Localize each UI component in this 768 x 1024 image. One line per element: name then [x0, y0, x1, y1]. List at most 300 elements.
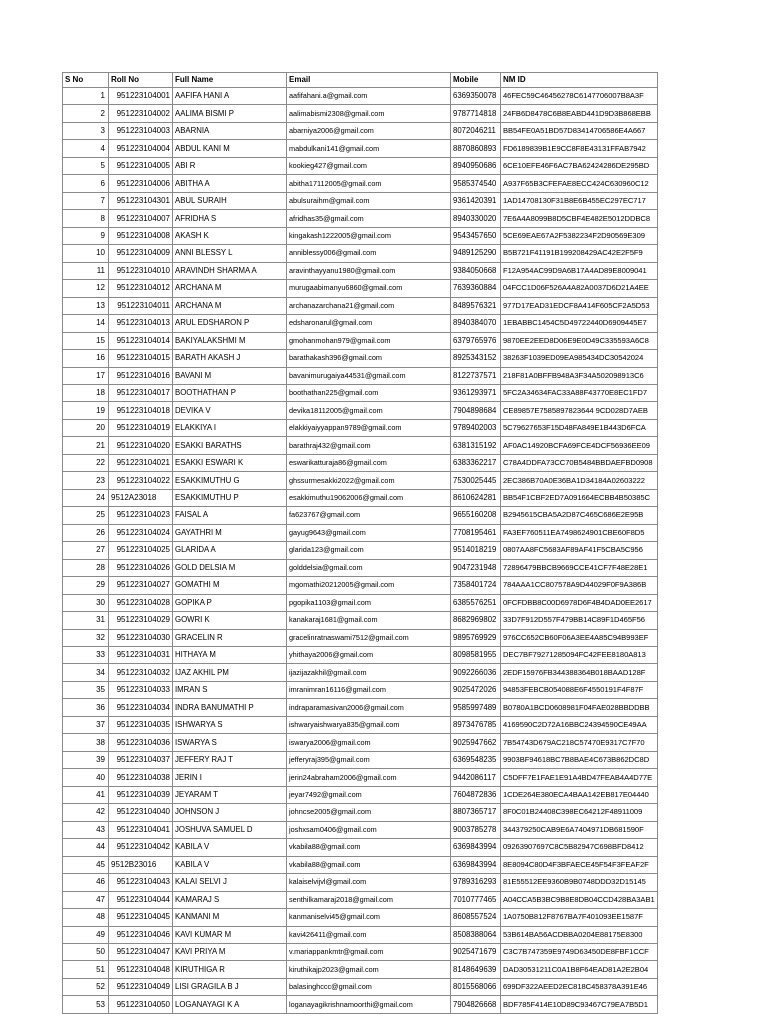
cell-mobile: 9047231948 — [451, 559, 501, 576]
cell-mobile: 7530025445 — [451, 472, 501, 489]
cell-mobile: 8925343152 — [451, 350, 501, 367]
cell-full-name: KABILA V — [173, 856, 287, 873]
cell-email: kanmaniselvi45@gmail.com — [287, 909, 451, 926]
table-row — [63, 472, 658, 489]
cell-sno: 39 — [63, 751, 109, 768]
cell-roll-no: 951223104047 — [109, 943, 173, 960]
cell-sno: 25 — [63, 507, 109, 524]
cell-nm-id: F12A954AC99D9A6B17A4AD89E8009041 — [501, 262, 658, 279]
cell-full-name: GAYATHRI M — [173, 524, 287, 541]
cell-roll-no: 951223104005 — [109, 157, 173, 174]
cell-nm-id: 33D7F912D557F479BB14C89F1D465F56 — [501, 612, 658, 629]
table-row — [63, 350, 658, 367]
table-row — [63, 943, 658, 960]
cell-nm-id: BDF785F414E10D89C93467C79EA7B5D1 — [501, 996, 658, 1013]
cell-mobile: 8870860893 — [451, 140, 501, 157]
cell-email: gracelinratnaswami7512@gmail.com — [287, 629, 451, 646]
cell-nm-id: 6CE10EFE46F6AC7BA62424286DE295BD — [501, 157, 658, 174]
table-row — [63, 419, 658, 436]
cell-full-name: ELAKKIYA I — [173, 419, 287, 436]
cell-roll-no: 951223104022 — [109, 472, 173, 489]
cell-email: gmohanmohan979@gmail.com — [287, 332, 451, 349]
table-row — [63, 332, 658, 349]
table-row — [63, 804, 658, 821]
cell-mobile: 9543457650 — [451, 227, 501, 244]
table-row — [63, 647, 658, 664]
cell-mobile: 9489125290 — [451, 245, 501, 262]
cell-nm-id: 218F81A0BFFB948A3F34A502098913C6 — [501, 367, 658, 384]
table-row — [63, 210, 658, 227]
cell-sno: 14 — [63, 315, 109, 332]
cell-roll-no: 951223104016 — [109, 367, 173, 384]
table-row — [63, 926, 658, 943]
cell-full-name: KAVI KUMAR M — [173, 926, 287, 943]
cell-full-name: ISWARYA S — [173, 734, 287, 751]
table-row — [63, 699, 658, 716]
header-roll: Roll No — [109, 73, 173, 88]
cell-sno: 17 — [63, 367, 109, 384]
cell-full-name: BOOTHATHAN P — [173, 384, 287, 401]
cell-sno: 20 — [63, 419, 109, 436]
cell-full-name: BARATH AKASH J — [173, 350, 287, 367]
cell-roll-no: 951223104039 — [109, 786, 173, 803]
cell-email: aravinthayyanu1980@gmail.com — [287, 262, 451, 279]
header-row — [63, 73, 658, 88]
cell-mobile: 9025472026 — [451, 681, 501, 698]
cell-mobile: 9585374540 — [451, 175, 501, 192]
cell-roll-no: 951223104008 — [109, 227, 173, 244]
cell-roll-no: 951223104033 — [109, 681, 173, 698]
cell-mobile: 9787714818 — [451, 105, 501, 122]
cell-full-name: ABDUL KANI M — [173, 140, 287, 157]
cell-mobile: 8122737571 — [451, 367, 501, 384]
cell-mobile: 9025947662 — [451, 734, 501, 751]
cell-roll-no: 951223104003 — [109, 122, 173, 139]
cell-nm-id: 699DF322AEED2EC818C458378A391E46 — [501, 978, 658, 995]
table-row — [63, 734, 658, 751]
cell-mobile: 8489576321 — [451, 297, 501, 314]
cell-nm-id: C3C7B747359E9749D63450DE8FBF1CCF — [501, 943, 658, 960]
cell-nm-id: 1EBABBC1454C5D49722440D6909445E7 — [501, 315, 658, 332]
cell-full-name: GOWRI K — [173, 612, 287, 629]
cell-mobile: 6369350078 — [451, 88, 501, 105]
cell-nm-id: C5DFF7E1FAE1E91A4BD47FEAB4A4D77E — [501, 769, 658, 786]
table-row — [63, 140, 658, 157]
cell-sno: 23 — [63, 472, 109, 489]
table-row — [63, 367, 658, 384]
header-sno: S No — [63, 73, 109, 88]
cell-full-name: GLARIDA A — [173, 542, 287, 559]
cell-roll-no: 951223104049 — [109, 978, 173, 995]
cell-full-name: ARAVINDH SHARMA A — [173, 262, 287, 279]
cell-mobile: 7010777465 — [451, 891, 501, 908]
table-row — [63, 437, 658, 454]
cell-roll-no: 951223104038 — [109, 769, 173, 786]
cell-nm-id: FA3EF760511EA7498624901CBE60F8D5 — [501, 524, 658, 541]
cell-sno: 52 — [63, 978, 109, 995]
cell-roll-no: 951223104031 — [109, 647, 173, 664]
cell-email: vkabila88@gmail.com — [287, 856, 451, 873]
cell-email: aafifahani.a@gmail.com — [287, 88, 451, 105]
cell-mobile: 6381315192 — [451, 437, 501, 454]
table-row — [63, 594, 658, 611]
cell-full-name: GOPIKA P — [173, 594, 287, 611]
cell-full-name: ESAKKI BARATHS — [173, 437, 287, 454]
cell-mobile: 9025471679 — [451, 943, 501, 960]
cell-full-name: LISI GRAGILA B J — [173, 978, 287, 995]
cell-full-name: ESAKKIMUTHU G — [173, 472, 287, 489]
cell-sno: 24 — [63, 489, 109, 506]
cell-mobile: 8508388064 — [451, 926, 501, 943]
cell-nm-id: 81E55512EE9360B9B0748DDD32D15145 — [501, 874, 658, 891]
cell-sno: 8 — [63, 210, 109, 227]
cell-full-name: KALAI SELVI J — [173, 874, 287, 891]
cell-nm-id: 784AAA1CC807578A9D44029F0F9A386B — [501, 577, 658, 594]
table-row — [63, 122, 658, 139]
cell-mobile: 6369843994 — [451, 839, 501, 856]
table-row — [63, 751, 658, 768]
cell-email: jefferyraj395@gmail.com — [287, 751, 451, 768]
cell-email: murugaabimanyu6860@gmail.com — [287, 280, 451, 297]
cell-email: barathraj432@gmail.com — [287, 437, 451, 454]
table-row — [63, 454, 658, 471]
cell-full-name: ARCHANA M — [173, 280, 287, 297]
cell-nm-id: A04CCA5B3BC9B8E8DB04CCD428BA3AB1 — [501, 891, 658, 908]
cell-roll-no: 951223104018 — [109, 402, 173, 419]
cell-nm-id: C78A4DDFA73CC70B5484BBDAEFBD0908 — [501, 454, 658, 471]
cell-full-name: ARCHANA M — [173, 297, 287, 314]
cell-email: devika18112005@gmail.com — [287, 402, 451, 419]
cell-mobile: 6369843994 — [451, 856, 501, 873]
cell-mobile: 7639360884 — [451, 280, 501, 297]
cell-sno: 26 — [63, 524, 109, 541]
cell-nm-id: 24FB6D8478C6B8EABD441D9D3B868EBB — [501, 105, 658, 122]
cell-full-name: AFRIDHA S — [173, 210, 287, 227]
cell-email: kanakaraj1681@gmail.com — [287, 612, 451, 629]
cell-mobile: 9442086117 — [451, 769, 501, 786]
cell-email: ghssurmesakki2022@gmail.com — [287, 472, 451, 489]
table-row — [63, 192, 658, 209]
cell-sno: 19 — [63, 402, 109, 419]
cell-mobile: 8148649639 — [451, 961, 501, 978]
cell-sno: 43 — [63, 821, 109, 838]
cell-email: imranimran16116@gmail.com — [287, 681, 451, 698]
cell-nm-id: 5FC2A34634FAC33A88F43770E8EC1FD7 — [501, 384, 658, 401]
cell-mobile: 7904898684 — [451, 402, 501, 419]
cell-sno: 21 — [63, 437, 109, 454]
cell-sno: 31 — [63, 612, 109, 629]
table-row — [63, 559, 658, 576]
cell-email: abulsuraihm@gmail.com — [287, 192, 451, 209]
cell-nm-id: 977D17EAD31EDCF8A414F605CF2A5D53 — [501, 297, 658, 314]
cell-roll-no: 9512A23018 — [109, 489, 173, 506]
cell-nm-id: B2945615CBA5A2D87C465C686E2E95B — [501, 507, 658, 524]
table-row — [63, 157, 658, 174]
table-row — [63, 909, 658, 926]
cell-roll-no: 951223104014 — [109, 332, 173, 349]
cell-full-name: GOMATHI M — [173, 577, 287, 594]
cell-roll-no: 951223104044 — [109, 891, 173, 908]
cell-email: senthilkamaraj2018@gmail.com — [287, 891, 451, 908]
cell-full-name: ISHWARYA S — [173, 716, 287, 733]
cell-sno: 18 — [63, 384, 109, 401]
cell-email: indraparamasivan2006@gmail.com — [287, 699, 451, 716]
cell-mobile: 6385576251 — [451, 594, 501, 611]
cell-mobile: 8973476785 — [451, 716, 501, 733]
cell-nm-id: 8E8094C80D4F3BFAECE45F54F3FEAF2F — [501, 856, 658, 873]
cell-email: fa623767@gmail.com — [287, 507, 451, 524]
cell-sno: 35 — [63, 681, 109, 698]
table-row — [63, 227, 658, 244]
cell-email: golddelsia@gmail.com — [287, 559, 451, 576]
cell-mobile: 9384050668 — [451, 262, 501, 279]
cell-email: edsharonarul@gmail.com — [287, 315, 451, 332]
table-row — [63, 839, 658, 856]
cell-roll-no: 951223104020 — [109, 437, 173, 454]
cell-mobile: 6379765976 — [451, 332, 501, 349]
cell-sno: 36 — [63, 699, 109, 716]
cell-mobile: 9895769929 — [451, 629, 501, 646]
cell-full-name: JOSHUVA SAMUEL D — [173, 821, 287, 838]
cell-nm-id: 7B54743D679AC218C57470E9317C7F70 — [501, 734, 658, 751]
cell-sno: 6 — [63, 175, 109, 192]
cell-sno: 7 — [63, 192, 109, 209]
cell-roll-no: 951223104035 — [109, 716, 173, 733]
cell-nm-id: DEC7BF79271285094FC42FEE8180A813 — [501, 647, 658, 664]
cell-nm-id: B0780A1BCD0608981F04FAE028BBDDBB — [501, 699, 658, 716]
table-row — [63, 961, 658, 978]
cell-mobile: 8940950686 — [451, 157, 501, 174]
cell-nm-id: A937F65B3CFEFAE8ECC424C630960C12 — [501, 175, 658, 192]
cell-roll-no: 951223104036 — [109, 734, 173, 751]
cell-nm-id: 2EC386B70A0E36BA1D34184A02603222 — [501, 472, 658, 489]
cell-sno: 37 — [63, 716, 109, 733]
table-row — [63, 262, 658, 279]
cell-roll-no: 951223104006 — [109, 175, 173, 192]
cell-full-name: HITHAYA M — [173, 647, 287, 664]
cell-sno: 5 — [63, 157, 109, 174]
cell-sno: 30 — [63, 594, 109, 611]
table-row — [63, 786, 658, 803]
cell-mobile: 9361420391 — [451, 192, 501, 209]
table-row — [63, 105, 658, 122]
cell-email: boothathan225@gmail.com — [287, 384, 451, 401]
cell-mobile: 9655160208 — [451, 507, 501, 524]
table-row — [63, 681, 658, 698]
cell-email: pgopika1103@gmail.com — [287, 594, 451, 611]
cell-email: anniblessy006@gmail.com — [287, 245, 451, 262]
cell-mobile: 9514018219 — [451, 542, 501, 559]
cell-nm-id: 94853FEBCB054088E6F4550191F4F87F — [501, 681, 658, 698]
cell-mobile: 9003785278 — [451, 821, 501, 838]
cell-sno: 45 — [63, 856, 109, 873]
cell-sno: 53 — [63, 996, 109, 1013]
cell-nm-id: 9870EE2EED8D06E9E0D49C335593A6C8 — [501, 332, 658, 349]
table-row — [63, 88, 658, 105]
table-row — [63, 996, 658, 1013]
cell-sno: 1 — [63, 88, 109, 105]
table-row — [63, 664, 658, 681]
table-row — [63, 297, 658, 314]
cell-sno: 12 — [63, 280, 109, 297]
cell-sno: 51 — [63, 961, 109, 978]
cell-nm-id: 8F0C01B24408C398EC64212F48911009 — [501, 804, 658, 821]
cell-full-name: GRACELIN R — [173, 629, 287, 646]
table-row — [63, 175, 658, 192]
cell-nm-id: 72896479BBCB9669CCE41CF7F48E28E1 — [501, 559, 658, 576]
cell-full-name: JERIN I — [173, 769, 287, 786]
cell-email: gayug9643@gmail.com — [287, 524, 451, 541]
cell-email: iswarya2006@gmail.com — [287, 734, 451, 751]
cell-full-name: KAMARAJ S — [173, 891, 287, 908]
cell-sno: 10 — [63, 245, 109, 262]
cell-email: abitha17112005@gmail.com — [287, 175, 451, 192]
cell-roll-no: 951223104009 — [109, 245, 173, 262]
cell-full-name: ARUL EDSHARON P — [173, 315, 287, 332]
table-row — [63, 716, 658, 733]
student-sheet — [62, 72, 658, 1014]
cell-roll-no: 951223104013 — [109, 315, 173, 332]
table-row — [63, 402, 658, 419]
table-row — [63, 856, 658, 873]
cell-email: kalaiselvijvl@gmail.com — [287, 874, 451, 891]
cell-mobile: 9361293971 — [451, 384, 501, 401]
table-row — [63, 524, 658, 541]
cell-full-name: KAVI PRIYA M — [173, 943, 287, 960]
cell-roll-no: 951223104002 — [109, 105, 173, 122]
cell-roll-no: 951223104023 — [109, 507, 173, 524]
cell-full-name: JOHNSON J — [173, 804, 287, 821]
table-row — [63, 315, 658, 332]
cell-roll-no: 951223104029 — [109, 612, 173, 629]
cell-nm-id: BB54F1CBF2ED7A091664ECBB4B50385C — [501, 489, 658, 506]
cell-mobile: 8940384070 — [451, 315, 501, 332]
cell-sno: 16 — [63, 350, 109, 367]
cell-nm-id: 976CC652CB60F06A3EE4A85C94B993EF — [501, 629, 658, 646]
cell-email: balasinghccc@gmail.com — [287, 978, 451, 995]
cell-mobile: 8608557524 — [451, 909, 501, 926]
cell-mobile: 7708195461 — [451, 524, 501, 541]
cell-full-name: ESAKKI ESWARI K — [173, 454, 287, 471]
cell-mobile: 6383362217 — [451, 454, 501, 471]
cell-full-name: KABILA V — [173, 839, 287, 856]
cell-roll-no: 951223104045 — [109, 909, 173, 926]
cell-roll-no: 951223104004 — [109, 140, 173, 157]
cell-mobile: 8072046211 — [451, 122, 501, 139]
cell-nm-id: 9903BF94618BC7B8BAE4C673B862DC8D — [501, 751, 658, 768]
cell-full-name: ABUL SURAIH — [173, 192, 287, 209]
cell-email: jeyar7492@gmail.com — [287, 786, 451, 803]
cell-mobile: 8098581955 — [451, 647, 501, 664]
cell-full-name: ABITHA A — [173, 175, 287, 192]
cell-email: joshxsam0406@gmail.com — [287, 821, 451, 838]
cell-sno: 2 — [63, 105, 109, 122]
cell-full-name: ANNI BLESSY L — [173, 245, 287, 262]
cell-sno: 28 — [63, 559, 109, 576]
table-row — [63, 489, 658, 506]
cell-roll-no: 951223104021 — [109, 454, 173, 471]
cell-full-name: JEFFERY RAJ T — [173, 751, 287, 768]
cell-roll-no: 951223104025 — [109, 542, 173, 559]
cell-sno: 27 — [63, 542, 109, 559]
cell-full-name: ABARNIA — [173, 122, 287, 139]
cell-email: esakkimuthu19062006@gmail.com — [287, 489, 451, 506]
cell-nm-id: 1A0750B812F8767BA7F401093EE1587F — [501, 909, 658, 926]
cell-nm-id: 46FEC59C46456278C6147706007B8A3F — [501, 88, 658, 105]
table-row — [63, 769, 658, 786]
cell-email: ijazijazakhil@gmail.com — [287, 664, 451, 681]
cell-roll-no: 951223104012 — [109, 280, 173, 297]
cell-full-name: GOLD DELSIA M — [173, 559, 287, 576]
cell-email: barathakash396@gmail.com — [287, 350, 451, 367]
cell-full-name: DEVIKA V — [173, 402, 287, 419]
cell-sno: 46 — [63, 874, 109, 891]
cell-email: mabdulkani141@gmail.com — [287, 140, 451, 157]
cell-roll-no: 951223104024 — [109, 524, 173, 541]
cell-nm-id: 53B614BA56ACDBBA0204E88175E8300 — [501, 926, 658, 943]
cell-mobile: 8015568066 — [451, 978, 501, 995]
cell-nm-id: 4169590C2D72A16BBC24394590CE49AA — [501, 716, 658, 733]
cell-roll-no: 951223104042 — [109, 839, 173, 856]
cell-nm-id: 09263907697C8C5B82947C698BFD8412 — [501, 839, 658, 856]
cell-roll-no: 951223104034 — [109, 699, 173, 716]
table-row — [63, 542, 658, 559]
cell-roll-no: 951223104017 — [109, 384, 173, 401]
cell-nm-id: 344379250CAB9E6A7404971DB681590F — [501, 821, 658, 838]
cell-roll-no: 951223104050 — [109, 996, 173, 1013]
cell-email: jerin24abraham2006@gmail.com — [287, 769, 451, 786]
cell-full-name: IJAZ AKHIL PM — [173, 664, 287, 681]
cell-roll-no: 951223104027 — [109, 577, 173, 594]
cell-full-name: AALIMA BISMI P — [173, 105, 287, 122]
cell-roll-no: 951223104037 — [109, 751, 173, 768]
cell-sno: 9 — [63, 227, 109, 244]
cell-mobile: 7904826668 — [451, 996, 501, 1013]
cell-email: glarida123@gmail.com — [287, 542, 451, 559]
cell-roll-no: 951223104001 — [109, 88, 173, 105]
cell-sno: 49 — [63, 926, 109, 943]
cell-mobile: 8682969802 — [451, 612, 501, 629]
cell-full-name: LOGANAYAGI K A — [173, 996, 287, 1013]
cell-sno: 32 — [63, 629, 109, 646]
cell-sno: 11 — [63, 262, 109, 279]
cell-sno: 48 — [63, 909, 109, 926]
cell-email: kavi426411@gmail.com — [287, 926, 451, 943]
table-row — [63, 507, 658, 524]
cell-mobile: 8610624281 — [451, 489, 501, 506]
cell-full-name: INDRA BANUMATHI P — [173, 699, 287, 716]
cell-nm-id: DAD30531211C0A1B8F64EAD81A2E2B04 — [501, 961, 658, 978]
cell-roll-no: 951223104043 — [109, 874, 173, 891]
cell-email: loganayagikrishnamoorthi@gmail.com — [287, 996, 451, 1013]
cell-full-name: BAKIYALAKSHMI M — [173, 332, 287, 349]
cell-roll-no: 951223104010 — [109, 262, 173, 279]
cell-mobile: 6369548235 — [451, 751, 501, 768]
cell-full-name: ABI R — [173, 157, 287, 174]
cell-email: johncse2005@gmail.com — [287, 804, 451, 821]
cell-email: mgomathi20212005@gmail.com — [287, 577, 451, 594]
cell-nm-id: 1AD14708130F31B8E6B455EC297EC717 — [501, 192, 658, 209]
cell-email: elakkiyaiyyappan9789@gmail.com — [287, 419, 451, 436]
cell-sno: 47 — [63, 891, 109, 908]
cell-mobile: 9092266036 — [451, 664, 501, 681]
cell-full-name: IMRAN S — [173, 681, 287, 698]
cell-full-name: ESAKKIMUTHU P — [173, 489, 287, 506]
cell-roll-no: 951223104028 — [109, 594, 173, 611]
cell-sno: 15 — [63, 332, 109, 349]
table-row — [63, 978, 658, 995]
cell-sno: 33 — [63, 647, 109, 664]
